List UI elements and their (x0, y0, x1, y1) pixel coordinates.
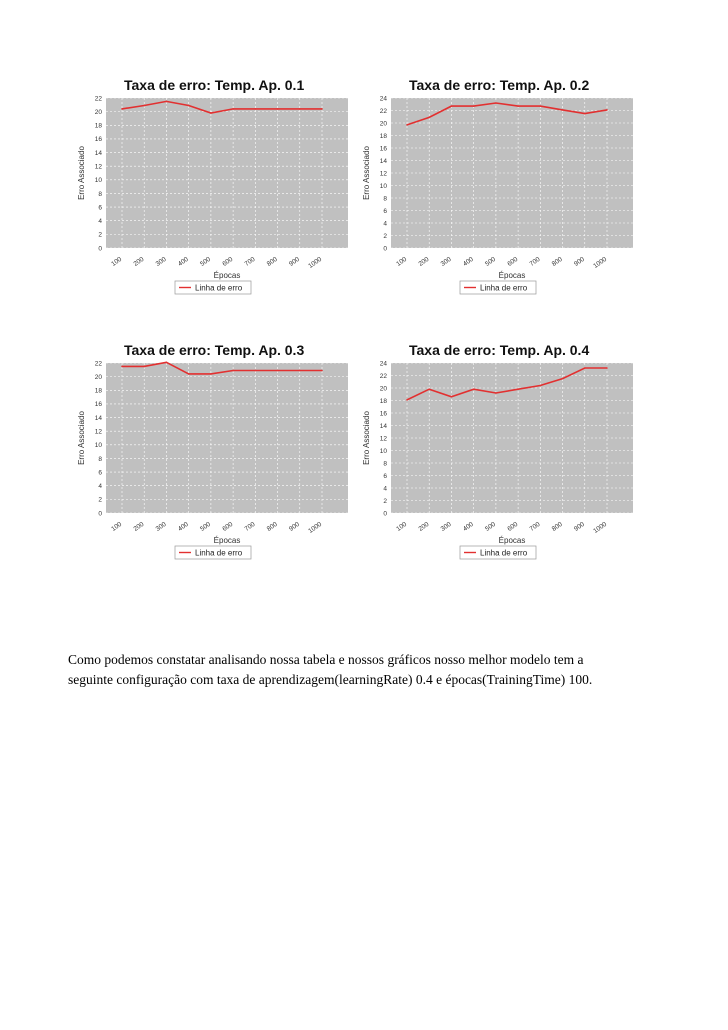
data-point (188, 373, 190, 375)
data-point (451, 105, 453, 107)
data-point (495, 102, 497, 104)
y-axis-label: Erro Associado (362, 411, 371, 465)
data-point (584, 113, 586, 115)
y-tick-label: 20 (94, 373, 102, 381)
data-point (210, 112, 212, 114)
data-point (406, 399, 408, 401)
data-point (321, 108, 323, 110)
x-tick-label: 100 (110, 520, 124, 533)
data-point (121, 366, 123, 368)
x-tick-label: 500 (484, 255, 498, 268)
chart-svg (70, 70, 350, 305)
data-point (166, 362, 168, 364)
y-tick-label: 8 (383, 195, 387, 203)
data-point (121, 108, 123, 110)
y-tick-label: 24 (379, 95, 387, 103)
y-tick-label: 0 (383, 510, 387, 518)
x-tick-label: 100 (395, 255, 409, 268)
y-tick-label: 20 (379, 385, 387, 393)
x-tick-label: 500 (199, 255, 213, 268)
y-tick-label: 14 (94, 149, 102, 157)
y-tick-label: 22 (379, 372, 387, 380)
data-point (562, 109, 564, 111)
x-tick-label: 600 (221, 255, 235, 268)
y-tick-label: 0 (383, 245, 387, 253)
y-tick-label: 4 (98, 483, 102, 491)
x-axis-label: Épocas (213, 271, 241, 280)
y-tick-label: 4 (383, 220, 387, 228)
x-tick-label: 200 (417, 255, 431, 268)
x-tick-label: 300 (439, 520, 453, 533)
data-point (473, 105, 475, 107)
chart-temp-ap-0-2 (355, 70, 635, 305)
chart-temp-ap-0-1 (70, 70, 350, 305)
y-tick-label: 20 (379, 120, 387, 128)
data-point (606, 109, 608, 111)
data-point (277, 370, 279, 372)
y-tick-label: 10 (94, 442, 102, 450)
data-point (143, 366, 145, 368)
y-tick-label: 6 (383, 472, 387, 480)
chart-temp-ap-0-4 (355, 335, 635, 570)
data-point (166, 101, 168, 103)
y-tick-label: 0 (98, 510, 102, 518)
x-tick-label: 400 (461, 255, 475, 268)
x-tick-label: 1000 (592, 520, 609, 535)
x-tick-label: 900 (573, 520, 586, 533)
y-tick-label: 4 (98, 218, 102, 226)
chart-temp-ap-0-3 (70, 335, 350, 570)
x-tick-label: 500 (484, 520, 498, 533)
y-tick-label: 0 (98, 245, 102, 253)
y-tick-label: 24 (379, 360, 387, 368)
y-tick-label: 12 (379, 170, 387, 178)
y-tick-label: 10 (94, 177, 102, 185)
legend-label: Linha de erro (195, 548, 243, 558)
y-tick-label: 14 (94, 414, 102, 422)
conclusion-line-1: Como podemos constatar analisando nossa tabela e nossos gráficos nosso melhor modelo tem a (68, 652, 584, 667)
chart-title: Taxa de erro: Temp. Ap. 0.1 (124, 77, 305, 93)
chart-svg (355, 335, 635, 570)
data-point (255, 108, 257, 110)
data-point (299, 370, 301, 372)
x-tick-label: 100 (110, 255, 124, 268)
x-tick-label: 1000 (307, 255, 324, 270)
y-tick-label: 2 (98, 231, 102, 239)
x-tick-label: 400 (176, 520, 190, 533)
y-tick-label: 2 (383, 232, 387, 240)
data-point (473, 388, 475, 390)
y-tick-label: 18 (94, 122, 102, 130)
x-tick-label: 200 (417, 520, 431, 533)
y-tick-label: 20 (94, 108, 102, 116)
x-tick-label: 700 (243, 520, 257, 533)
x-tick-label: 1000 (307, 520, 324, 535)
x-tick-label: 600 (506, 255, 520, 268)
data-point (517, 388, 519, 390)
y-tick-label: 18 (379, 132, 387, 140)
data-point (451, 396, 453, 398)
data-point (540, 385, 542, 387)
data-point (406, 124, 408, 126)
x-tick-label: 300 (154, 520, 168, 533)
plot-area (106, 363, 348, 513)
legend-label: Linha de erro (480, 548, 528, 558)
x-tick-label: 1000 (592, 255, 609, 270)
y-tick-label: 14 (379, 422, 387, 430)
legend-label: Linha de erro (195, 283, 243, 293)
x-tick-label: 400 (176, 255, 190, 268)
x-tick-label: 800 (550, 520, 564, 533)
y-tick-label: 6 (383, 207, 387, 215)
data-point (188, 105, 190, 107)
y-tick-label: 10 (379, 182, 387, 190)
x-tick-label: 900 (288, 520, 301, 533)
data-point (428, 388, 430, 390)
chart-svg (355, 70, 635, 305)
data-point (232, 370, 234, 372)
y-tick-label: 2 (383, 497, 387, 505)
x-axis-label: Épocas (213, 536, 241, 545)
y-tick-label: 6 (98, 204, 102, 212)
chart-svg (70, 335, 350, 570)
x-tick-label: 800 (265, 520, 279, 533)
x-tick-label: 300 (154, 255, 168, 268)
data-point (232, 108, 234, 110)
data-point (517, 105, 519, 107)
x-tick-label: 900 (573, 255, 586, 268)
x-tick-label: 200 (132, 255, 146, 268)
y-axis-label: Erro Associado (77, 146, 86, 200)
y-tick-label: 6 (98, 469, 102, 477)
data-point (428, 117, 430, 119)
x-tick-label: 600 (506, 520, 520, 533)
chart-title: Taxa de erro: Temp. Ap. 0.2 (409, 77, 590, 93)
legend-label: Linha de erro (480, 283, 528, 293)
data-point (321, 370, 323, 372)
y-tick-label: 4 (383, 485, 387, 493)
data-point (299, 108, 301, 110)
chart-title: Taxa de erro: Temp. Ap. 0.4 (409, 342, 590, 358)
x-tick-label: 300 (439, 255, 453, 268)
y-tick-label: 10 (379, 447, 387, 455)
y-tick-label: 22 (94, 95, 102, 103)
y-tick-label: 2 (98, 496, 102, 504)
y-tick-label: 18 (94, 387, 102, 395)
x-tick-label: 200 (132, 520, 146, 533)
chart-title: Taxa de erro: Temp. Ap. 0.3 (124, 342, 305, 358)
x-axis-label: Épocas (498, 536, 526, 545)
conclusion-text (68, 650, 668, 690)
data-point (210, 373, 212, 375)
y-tick-label: 8 (98, 190, 102, 198)
x-tick-label: 700 (528, 520, 542, 533)
y-tick-label: 22 (379, 107, 387, 115)
y-tick-label: 8 (383, 460, 387, 468)
y-tick-label: 16 (94, 401, 102, 409)
data-point (277, 108, 279, 110)
y-tick-label: 18 (379, 397, 387, 405)
x-tick-label: 600 (221, 520, 235, 533)
y-tick-label: 22 (94, 360, 102, 368)
y-tick-label: 14 (379, 157, 387, 165)
data-point (143, 105, 145, 107)
data-point (540, 105, 542, 107)
x-tick-label: 500 (199, 520, 213, 533)
y-tick-label: 16 (94, 136, 102, 144)
data-point (562, 378, 564, 380)
x-tick-label: 700 (528, 255, 542, 268)
y-tick-label: 12 (379, 435, 387, 443)
conclusion-line-2: seguinte configuração com taxa de aprendizagem(learningRate) 0.4 e épocas(TrainingTime) 100. (68, 672, 593, 687)
y-tick-label: 12 (94, 428, 102, 436)
y-tick-label: 16 (379, 410, 387, 418)
y-tick-label: 16 (379, 145, 387, 153)
y-axis-label: Erro Associado (362, 146, 371, 200)
y-tick-label: 8 (98, 455, 102, 463)
plot-area (106, 98, 348, 248)
data-point (584, 367, 586, 369)
y-axis-label: Erro Associado (77, 411, 86, 465)
data-point (495, 392, 497, 394)
x-tick-label: 800 (265, 255, 279, 268)
x-tick-label: 400 (461, 520, 475, 533)
x-tick-label: 900 (288, 255, 301, 268)
x-tick-label: 800 (550, 255, 564, 268)
data-point (606, 367, 608, 369)
x-axis-label: Épocas (498, 271, 526, 280)
x-tick-label: 700 (243, 255, 257, 268)
y-tick-label: 12 (94, 163, 102, 171)
x-tick-label: 100 (395, 520, 409, 533)
data-point (255, 370, 257, 372)
